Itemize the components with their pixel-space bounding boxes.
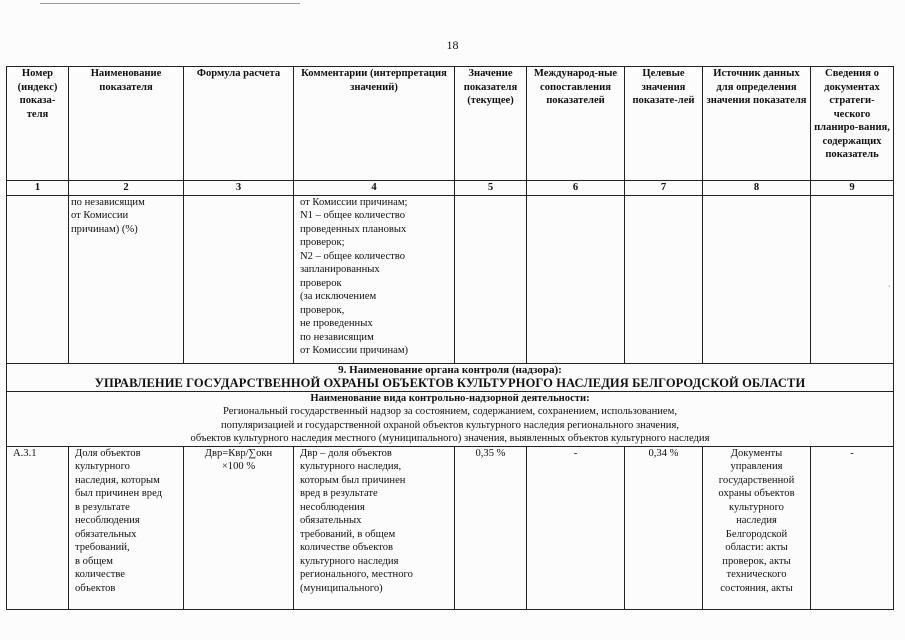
text-line: проверок: [300, 277, 342, 289]
text-line: от Комиссии причинам;: [300, 196, 408, 208]
header-cell-target: Целевые значения показате-лей: [625, 67, 703, 181]
current-value-cell: 0,35 %: [455, 446, 527, 609]
indicator-name-cell: [69, 446, 184, 609]
text-line: проверок;: [300, 237, 345, 248]
indicator-comment-cell: [294, 446, 455, 609]
text-line: вред в результате: [300, 488, 378, 499]
header-cell-comments: Комментарии (интерпретация значений): [294, 67, 455, 181]
activity-heading-cell: [7, 391, 894, 446]
formula-line: Двр=Квр/∑окн: [204, 447, 273, 459]
header-cell-formula: Формула расчета: [184, 67, 294, 181]
cell-empty: [184, 195, 294, 363]
text-line: регионального, местного: [300, 569, 413, 580]
section-label: 9. Наименование органа контроля (надзора):: [338, 363, 562, 376]
cell-empty: [811, 195, 894, 363]
text-line: от Комиссии: [71, 210, 129, 221]
text-line: управления: [730, 461, 783, 472]
text-line: технического: [726, 569, 787, 580]
header-cell-index: Номер (индекс) показа-теля: [7, 67, 69, 181]
indicators-table: [6, 66, 894, 610]
text-line: в результате: [75, 501, 130, 513]
activity-line: объектов культурного наследия местного (муниципального) значения, выявленных объектов культурного наследия: [190, 433, 710, 444]
text-line: государственной: [718, 474, 795, 486]
activity-row: [7, 391, 894, 446]
text-line: охраны объектов: [718, 488, 795, 499]
text-line: по независящим: [71, 196, 145, 208]
column-number: 4: [294, 181, 455, 196]
section-heading-cell: [7, 363, 894, 391]
text-line: (муниципального): [300, 582, 383, 594]
column-number: 8: [703, 181, 811, 196]
top-scan-line: [40, 3, 300, 4]
cell-empty: [527, 195, 625, 363]
text-line: обязательных: [75, 528, 137, 540]
text-line: проведенных плановых: [300, 223, 407, 235]
header-cell-current-value: Значение показателя (текущее): [455, 67, 527, 181]
section-row: [7, 363, 894, 391]
cell-empty: [703, 195, 811, 363]
text-line: культурного: [75, 461, 130, 472]
formula-line: ×100 %: [221, 461, 256, 472]
text-line: в общем: [75, 555, 113, 567]
continuation-comment-cell: [294, 195, 455, 363]
cell-empty: [455, 195, 527, 363]
text-line: культурного наследия,: [300, 461, 402, 472]
text-line: требований, в общем: [300, 528, 396, 540]
cell-empty: [7, 195, 69, 363]
column-number: 7: [625, 181, 703, 196]
source-cell: [703, 446, 811, 609]
text-line: которым был причинен: [300, 474, 406, 486]
continuation-row: [7, 195, 894, 363]
column-number: 1: [7, 181, 69, 196]
strategic-docs-cell: -: [811, 446, 894, 609]
text-line: от Комиссии причинам): [300, 345, 409, 356]
international-cell: -: [527, 446, 625, 609]
text-line: причинам) (%): [71, 223, 138, 235]
continuation-name-cell: [69, 195, 184, 363]
text-line: по независящим: [300, 331, 374, 343]
text-line: проверок, акты: [722, 555, 791, 567]
column-number: 6: [527, 181, 625, 196]
text-line: объектов: [75, 582, 116, 594]
text-line: Документы: [730, 447, 783, 459]
text-line: количестве: [75, 569, 125, 580]
table-row: [7, 446, 894, 609]
text-line: наследия: [736, 515, 777, 526]
text-line: N1 – общее количество: [300, 210, 406, 221]
text-line: культурного: [729, 501, 784, 513]
text-line: запланированных: [300, 264, 380, 275]
text-line: культурного наследия: [300, 555, 399, 567]
text-line: N2 – общее количество: [300, 250, 406, 262]
target-value-cell: 0,34 %: [625, 446, 703, 609]
activity-line: популяризацией и государственной охраной объектов культурного наследия регионального значения,: [221, 419, 679, 431]
column-number: 2: [69, 181, 184, 196]
header-cell-name: Наименование показателя: [69, 67, 184, 181]
scan-mark: ·: [888, 282, 891, 291]
header-row: [7, 67, 894, 181]
header-cell-international: Международ-ные сопоставления показателей: [527, 67, 625, 181]
text-line: количестве объектов: [300, 542, 394, 553]
text-line: проверок,: [300, 304, 345, 316]
text-line: Двр – доля объектов: [300, 447, 392, 459]
text-line: области: акты: [725, 542, 788, 553]
text-line: несоблюдения: [300, 501, 365, 513]
indicator-index: А.3.1: [7, 446, 69, 609]
text-line: требований,: [75, 542, 130, 553]
header-cell-strategic-docs: Сведения о документах стратеги-ческого планиро-вания, содержащих показатель: [811, 67, 894, 181]
text-line: несоблюдения: [75, 515, 140, 526]
text-line: обязательных: [300, 515, 362, 526]
text-line: не проведенных: [300, 318, 373, 329]
page-number: 18: [446, 38, 459, 52]
column-number-row: [7, 181, 894, 196]
header-cell-source: Источник данных для определения значения показателя: [703, 67, 811, 181]
text-line: состояния, акты: [720, 582, 793, 594]
column-number: 3: [184, 181, 294, 196]
text-line: наследия, которым: [75, 474, 160, 486]
cell-empty: [625, 195, 703, 363]
section-title: УПРАВЛЕНИЕ ГОСУДАРСТВЕННОЙ ОХРАНЫ ОБЪЕКТОВ КУЛЬТУРНОГО НАСЛЕДИЯ БЕЛГОРОДСКОЙ ОБЛАСТИ: [94, 376, 806, 390]
activity-line: Региональный государственный надзор за состоянием, содержанием, сохранением, использованием,: [223, 406, 677, 417]
activity-label: Наименование вида контрольно-надзорной деятельности:: [310, 392, 590, 404]
text-line: Доля объектов: [75, 447, 141, 459]
column-number: 9: [811, 181, 894, 196]
text-line: (за исключением: [300, 291, 377, 302]
column-number: 5: [455, 181, 527, 196]
formula-cell: [184, 446, 294, 609]
text-line: Белгородской: [725, 528, 788, 540]
text-line: был причинен вред: [75, 488, 163, 499]
